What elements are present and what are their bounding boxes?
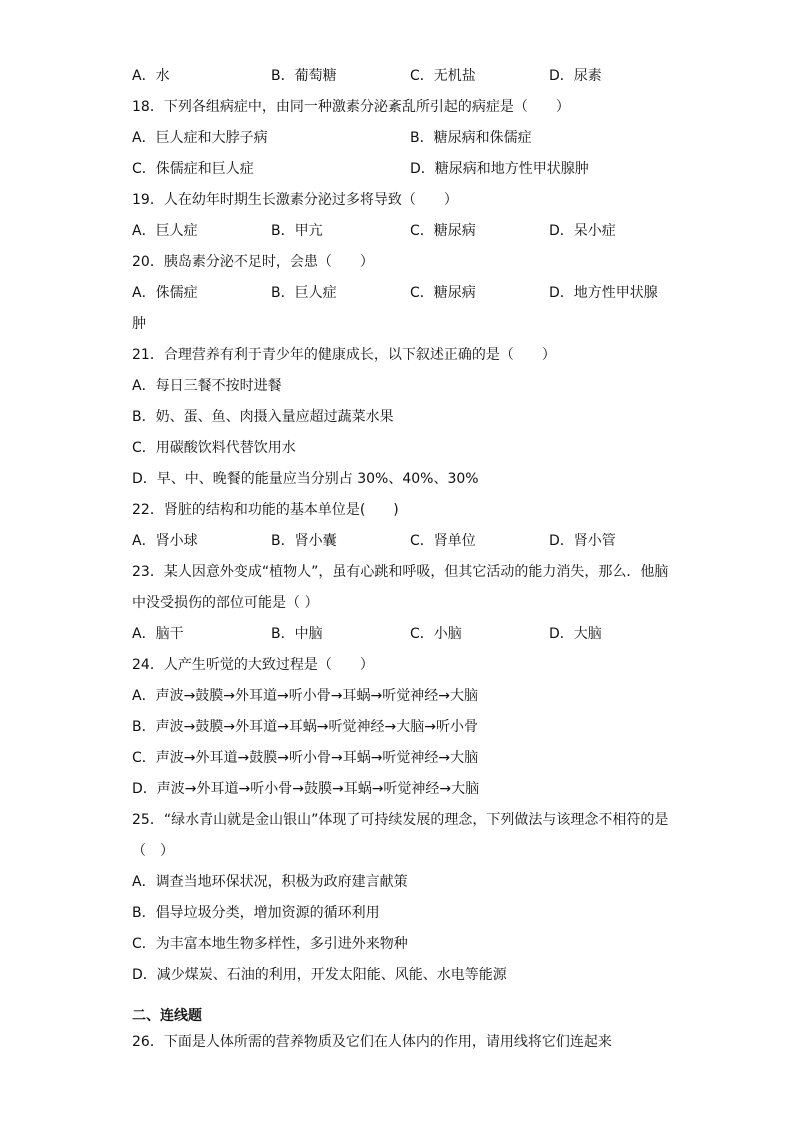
q22-option-b: B．肾小囊 <box>271 533 337 549</box>
q25-stem-line1: 25．“绿水青山就是金山银山”体现了可持续发展的理念，下列做法与该理念不相符的是 <box>132 812 669 828</box>
q22-options <box>132 529 732 560</box>
q25-option-b: B．倡导垃圾分类，增加资源的循环利用 <box>132 905 380 921</box>
q21-option-b: B．奶、蛋、鱼、肉摄入量应超过蔬菜水果 <box>132 409 394 425</box>
q20-option-d-wrap: 肿 <box>132 316 146 332</box>
q24-option-c: C．声波→外耳道→鼓膜→听小骨→耳蜗→听觉神经→大脑 <box>132 750 479 766</box>
q24-option-a: A．声波→鼓膜→外耳道→听小骨→耳蜗→听觉神经→大脑 <box>132 688 478 704</box>
q22-stem: 22．肾脏的结构和功能的基本单位是( ) <box>132 502 399 518</box>
q18-option-d: D．糖尿病和地方性甲状腺肿 <box>410 161 589 177</box>
q21-option-d: D．早、中、晚餐的能量应当分别占 30%、40%、30% <box>132 471 479 487</box>
q24-stem: 24．人产生听觉的大致过程是（ ） <box>132 657 374 673</box>
q19-options <box>132 219 732 250</box>
q18-option-c: C．侏儒症和巨人症 <box>132 161 254 177</box>
q25-option-d: D．减少煤炭、石油的利用，开发太阳能、风能、水电等能源 <box>132 967 507 983</box>
q17-option-c: C．无机盐 <box>410 68 476 84</box>
section-title: 二、连线题 <box>132 1008 202 1024</box>
q19-option-a: A．巨人症 <box>132 223 198 239</box>
q23-option-b: B．中脑 <box>271 626 323 642</box>
q20-option-a: A．侏儒症 <box>132 285 198 301</box>
q19-option-c: C．糖尿病 <box>410 223 476 239</box>
q21-option-c: C．用碳酸饮料代替饮用水 <box>132 440 296 456</box>
q17-option-b: B．葡萄糖 <box>271 68 337 84</box>
q22-option-c: C．肾单位 <box>410 533 476 549</box>
q17-option-a: A．水 <box>132 68 170 84</box>
q19-option-d: D．呆小症 <box>549 223 616 239</box>
q25-option-c: C．为丰富本地生物多样性，多引进外来物种 <box>132 936 408 952</box>
q23-option-a: A．脑干 <box>132 626 184 642</box>
q20-stem: 20．胰岛素分泌不足时，会患（ ） <box>132 254 374 270</box>
q18-options-row1 <box>132 126 732 157</box>
q19-stem: 19．人在幼年时期生长激素分泌过多将导致（ ） <box>132 192 458 208</box>
q18-option-b: B．糖尿病和侏儒症 <box>410 130 532 146</box>
q18-options-row2 <box>132 157 732 188</box>
q17-option-d: D．尿素 <box>549 68 602 84</box>
q25-option-a: A．调查当地环保状况，积极为政府建言献策 <box>132 874 408 890</box>
q21-stem: 21．合理营养有利于青少年的健康成长，以下叙述正确的是（ ） <box>132 347 556 363</box>
q20-option-d: D．地方性甲状腺 <box>549 285 658 301</box>
q23-option-c: C．小脑 <box>410 626 462 642</box>
q19-option-b: B．甲亢 <box>271 223 323 239</box>
q20-option-c: C．糖尿病 <box>410 285 476 301</box>
question-list <box>132 64 732 1061</box>
q24-option-d: D．声波→外耳道→听小骨→鼓膜→耳蜗→听觉神经→大脑 <box>132 781 480 797</box>
q18-option-a: A．巨人症和大脖子病 <box>132 130 268 146</box>
q23-options <box>132 622 732 653</box>
q23-stem-line1: 23．某人因意外变成“植物人”，虽有心跳和呼吸，但其它活动的能力消失，那么．他脑 <box>132 564 669 580</box>
q23-option-d: D．大脑 <box>549 626 602 642</box>
q20-options <box>132 281 732 312</box>
q22-option-d: D．肾小管 <box>549 533 616 549</box>
q22-option-a: A．肾小球 <box>132 533 198 549</box>
q23-stem-line2: 中没受损伤的部位可能是（ ） <box>132 595 319 611</box>
q21-option-a: A．每日三餐不按时进餐 <box>132 378 282 394</box>
q25-stem-line2: （ ） <box>132 843 174 859</box>
q18-stem: 18．下列各组病症中，由同一种激素分泌紊乱所引起的病症是（ ） <box>132 99 570 115</box>
q24-option-b: B．声波→鼓膜→外耳道→耳蜗→听觉神经→大脑→听小骨 <box>132 719 478 735</box>
q20-option-b: B．巨人症 <box>271 285 337 301</box>
q17-options <box>132 64 732 95</box>
q26-stem: 26．下面是人体所需的营养物质及它们在人体内的作用，请用线将它们连起来 <box>132 1034 612 1050</box>
